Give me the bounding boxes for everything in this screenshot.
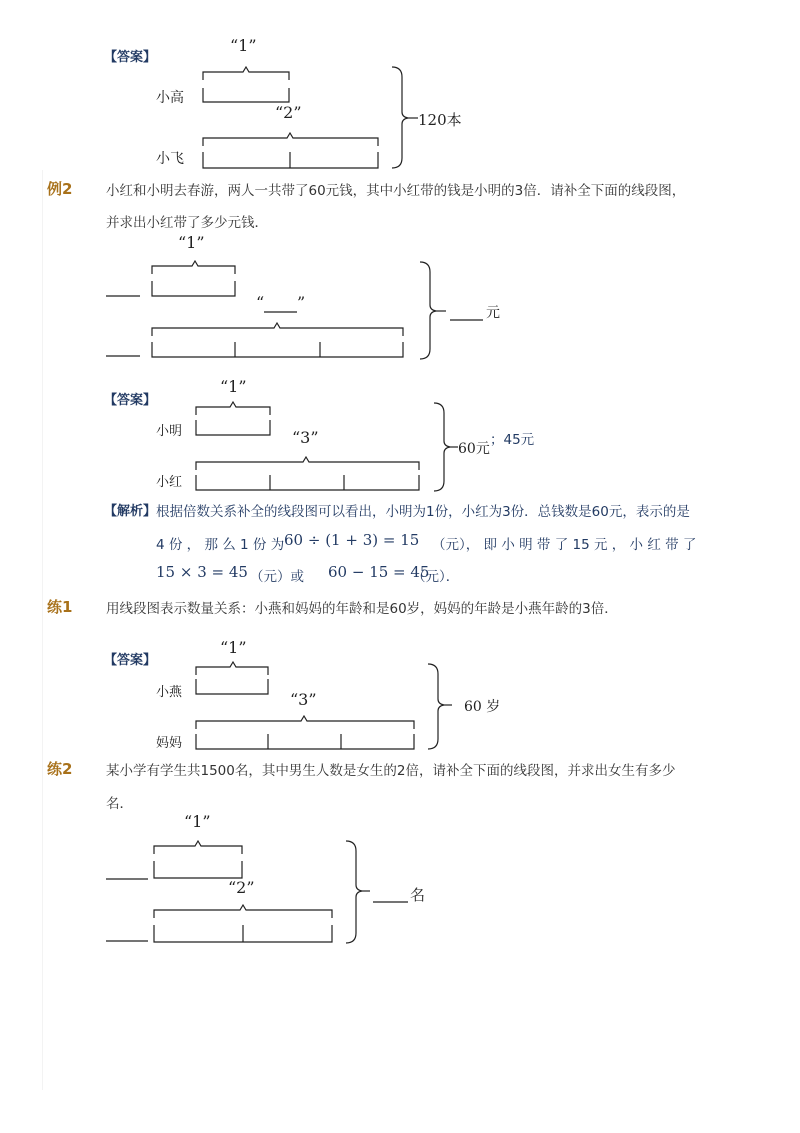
explanation-math-3: 60 − 15 = 45 [328, 563, 430, 581]
total-brace [392, 67, 408, 168]
practice-text-line1: 某小学有学生共1500名，其中男生人数是女生的2倍，请补全下面的线段图，并求出女生有多少 [106, 763, 676, 779]
segment-2-quote-close: ” [297, 293, 306, 312]
segment-2-quote-open: “ [256, 293, 265, 312]
practice-text-line1: 用线段图表示数量关系：小燕和妈妈的年龄和是60岁，妈妈的年龄是小燕年龄的3倍． [106, 601, 618, 617]
segment-1-quote: “1” [178, 233, 205, 252]
segment-brace-top [152, 323, 403, 336]
segment-brace-top [203, 67, 289, 80]
total-unit: 元 [486, 305, 500, 321]
explanation-label: 【解析】 [104, 504, 157, 519]
row-label-mama: 妈妈 [156, 736, 183, 751]
segment-bar [154, 861, 242, 878]
problem-text-line1: 小红和小明去春游，两人一共带了60元钱，其中小红带的钱是小明的3倍．请补全下面的线段图， [106, 183, 686, 199]
segment-bar [196, 475, 419, 490]
practice-text-line2: 名． [106, 796, 133, 812]
example-number: 例2 [47, 180, 73, 198]
explanation-line3-a: （元）或 [250, 569, 304, 585]
segment-1-quote: “1” [230, 36, 257, 55]
segment-bar [196, 679, 268, 694]
explanation-math-2: 15 × 3 = 45 [156, 563, 248, 581]
total-label: 60元 [458, 441, 490, 457]
row-label-xiaoming: 小明 [156, 424, 183, 439]
diagram-example-problem [106, 261, 483, 359]
row-label-xiaohong: 小红 [156, 475, 183, 490]
answer-label: 【答案】 [104, 393, 157, 408]
diagram-practice1-answer [196, 662, 452, 749]
practice-number: 练1 [47, 598, 73, 616]
segment-bar [203, 88, 289, 102]
segment-1-quote: “1” [220, 638, 247, 657]
row-label-xiaoyan: 小燕 [156, 685, 183, 700]
total-brace [434, 403, 450, 491]
total-brace [428, 664, 444, 749]
segment-2-quote: “2” [275, 103, 302, 122]
answer-label: 【答案】 [104, 653, 157, 668]
diagram-example-answer [196, 402, 458, 491]
segment-1-quote: “1” [220, 377, 247, 396]
segment-bar [196, 734, 414, 749]
segment-brace-top [152, 261, 235, 274]
row-label-xiaofei: 小飞 [156, 151, 184, 167]
explanation-line1: 根据倍数关系补全的线段图可以看出，小明为1份，小红为3份．总钱数是60元，表示的是 [156, 504, 690, 520]
total-brace [420, 262, 436, 359]
explanation-line3-b: （元）． [412, 569, 460, 585]
segment-bar [152, 281, 235, 296]
segment-brace-top [154, 905, 332, 918]
row-label-xiaogao: 小高 [156, 90, 184, 106]
practice-number: 练2 [47, 760, 73, 778]
segment-brace-top [196, 402, 270, 415]
total-unit: 名 [410, 886, 426, 904]
total-brace [346, 841, 362, 943]
segment-brace-top [196, 457, 419, 470]
segment-brace-top [203, 133, 378, 146]
explanation-line2-a: 4 份 ， 那 么 1 份 为 [156, 537, 285, 553]
segment-bar [152, 342, 403, 357]
diagram-practice2-problem [106, 841, 408, 943]
problem-text-line2: 并求出小红带了多少元钱． [106, 215, 268, 231]
segment-2-quote: “3” [292, 428, 319, 447]
explanation-math-1: 60 ÷ (1 + 3) = 15 [284, 531, 420, 549]
answer-result: ；45元 [490, 432, 535, 448]
segment-1-quote: “1” [184, 812, 211, 831]
explanation-line2-b: （元）， 即 小 明 带 了 15 元 ， 小 红 带 了 [432, 537, 697, 553]
answer-label: 【答案】 [104, 50, 157, 65]
segment-brace-top [154, 841, 242, 854]
segment-brace-top [196, 662, 268, 675]
segment-brace-top [196, 716, 414, 729]
total-label: 120本 [418, 111, 462, 129]
total-label: 60 岁 [464, 699, 501, 715]
segment-bar [196, 420, 270, 435]
diagram-top-answer [203, 67, 418, 168]
segment-2-quote: “2” [228, 878, 255, 897]
segment-2-quote: “3” [290, 690, 317, 709]
